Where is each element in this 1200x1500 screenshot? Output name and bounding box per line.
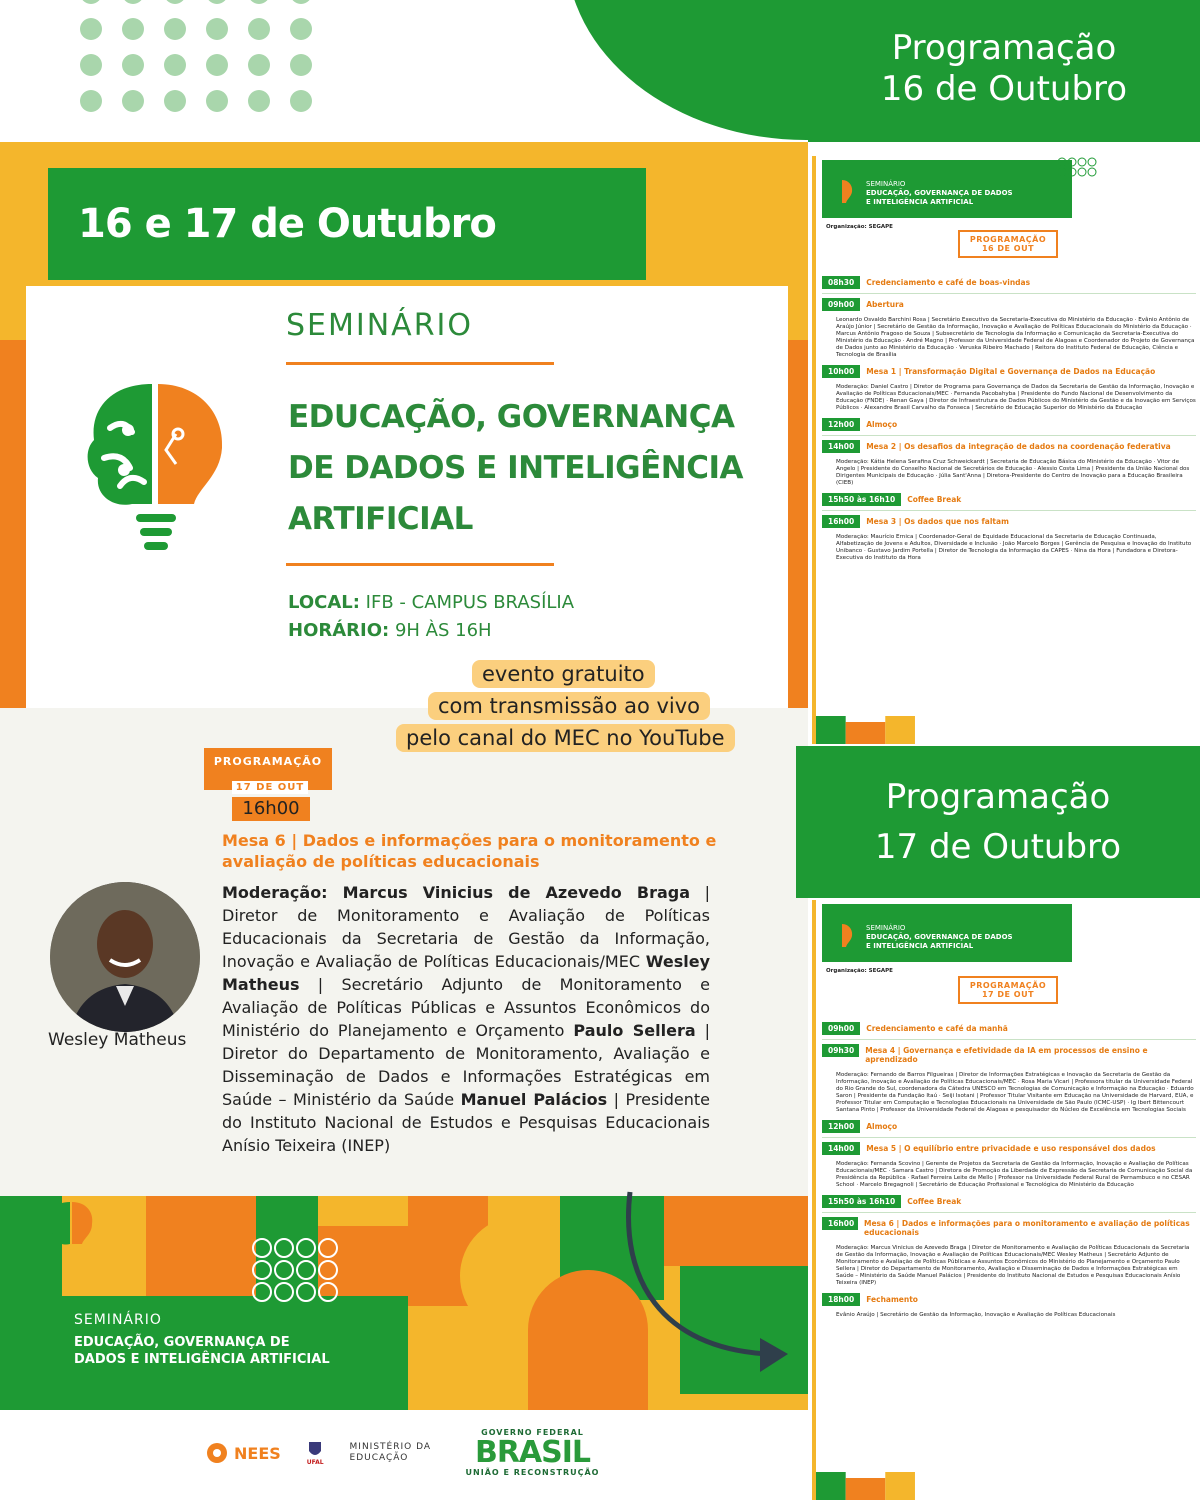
row-title: Almoço: [866, 1122, 898, 1131]
schedule-row: [822, 1293, 1196, 1306]
speaker-photo: [50, 882, 200, 1032]
schedule-list-day1: [822, 276, 1196, 568]
row-detail: Moderação: Fernando de Barros Filgueiras | Diretor de Informações Estratégicas e Inovação da Secretaria de Gestão da Informação, Inovação e Avaliação de Políticas Educacionais/MEC · Rosa Maria Vicari | Professora titular da Universidade Federal do Rio Grande do Sul, coordenadora da Cátedra UNESCO em Tecnologias de Comunicação e Informação na Educação · Eduardo Saron | Presidente da Fundação Itaú · Seiji Isotani | Professor Titular Visitante em Educação na Universidade de Harvard, EUA, e Professor Titular em Computação e Tecnologias Educacionais na Universidade de São Paulo (ICMC-USP) · Ig Ibert Bittencourt Santana Pinto | Professor da Universidade Federal de Alagoas e pesquisador do Núcleo de Excelência em Tecnologias Sociais: [836, 1072, 1194, 1113]
decorative-dots: [80, 0, 320, 112]
ufal-logo: [307, 1441, 324, 1466]
brasil-wordmark: BRASIL: [474, 1435, 591, 1470]
heading-line: 16 de Outubro: [880, 69, 1128, 109]
row-title: Credenciamento e café da manhã: [866, 1024, 1008, 1033]
row-title: Mesa 1 | Transformação Digital e Governança de Dados na Educação: [866, 367, 1156, 376]
row-time: 08h30: [822, 276, 860, 289]
doc-header: [822, 904, 1072, 962]
footer-seminar-label: SEMINÁRIO: [74, 1312, 162, 1328]
mec-logo: MINISTÉRIO DA EDUCAÇÃO: [349, 1442, 432, 1463]
row-detail: Moderação: Daniel Castro | Diretor de Programa para Governança de Dados da Secretaria de Gestão da Informação, Inovação e Avaliação de Políticas Educacionais/MEC · Fernanda Pacobahyba | Presidente do Fundo Nacional de Desenvolvimento da Educação (FNDE) · Renan Gaya | Diretor de Infraestrutura de Dados Públicos do Ministério da Gestão e da Inovação em Serviços Públicos · Alexandre Brasil Carvalho da Fonseca | Secretário de Educação Superior do Ministério da Educação: [836, 384, 1196, 411]
footer-seminar-title: EDUCAÇÃO, GOVERNANÇA DE DADOS E INTELIGÊNCIA ARTIFICIAL: [74, 1335, 330, 1367]
row-detail: Moderação: Kátia Helena Serafina Cruz Schweickardt | Secretaria de Educação Básica do Ministério da Educação · Vitor de Angelo | Presidente do Conselho Nacional de Secretários de Educação · Alessio Costa Lima | Presidente da União Nacional dos Dirigentes Municipais de Educação · Júlia Sant'Anna | Diretora-Presidente do Centro de Inovação para a Educação Brasileira (CIEB): [836, 459, 1190, 486]
date-banner: 16 e 17 de Outubro: [48, 168, 646, 280]
ufal-shield-icon: [308, 1441, 322, 1459]
row-title: Mesa 6 | Dados e informações para o monitoramento e avaliação de políticas educacionais: [864, 1219, 1190, 1237]
title-line-3: ARTIFICIAL: [288, 501, 473, 537]
schedule-row: [822, 515, 1196, 528]
schedule-row: [822, 1195, 1196, 1208]
partner-logos: [206, 1428, 599, 1478]
row-detail: Leonardo Osvaldo Barchini Rosa | Secretário Executivo da Secretaria-Executiva do Ministério da Educação · Evânio Antônio de Araújo Júnior | Secretário de Gestão da Informação, Inovação e Avaliação de Políticas Educacionais do Ministério da Educação · Marcus Antônio Fragoso de Souza | Subsecretário de Tecnologia da Informação e Comunicação da Secretaria-Executiva do Ministério da Educação · André Magno | Professor da Universidade Federal de Alagoas e Coordenador do Projeto de Governança de Dados junto ao Ministério da Educação · Veruska Ribeiro Machado | Reitora do Instituto Federal de Educação, Ciência e Tecnologia de Brasília: [836, 317, 1195, 358]
seminar-title: [288, 392, 778, 545]
row-time: 12h00: [822, 418, 860, 431]
row-detail: Moderação: Marcus Vinicius de Azevedo Braga | Diretor de Monitoramento e Avaliação de Políticas Educacionais da Secretaria de Gestão da Informação, Inovação e Avaliação de Políticas Educacionais/MEC Wesley Matheus | Secretário Adjunto de Monitoramento e Avaliação de Políticas Públicas e Assuntos Econômicos do Ministério do Planejamento e Orçamento Paulo Sellera | Diretor do Departamento de Monitoramento, Avaliação e Disseminação de Dados e Informações Estratégicas em Saúde – Ministério da Saúde Manuel Palácios | Presidente do Instituto Nacional de Estudos e Pesquisas Educacionais Anísio Teixeira (INEP): [836, 1245, 1190, 1286]
row-time: 16h00: [822, 1217, 858, 1230]
nees-logo: [206, 1442, 281, 1464]
doc-title: EDUCAÇÃO, GOVERNANÇA DE DADOS E INTELIGÊNCIA ARTIFICIAL: [866, 189, 1013, 206]
divider: [822, 1212, 1196, 1213]
divider: [822, 435, 1196, 436]
schedule-row: [822, 1142, 1196, 1155]
session-title: Mesa 6 | Dados e informações para o monitoramento e avaliação de políticas educacionais: [222, 831, 717, 871]
heading-line: Programação: [891, 28, 1117, 68]
location: [288, 592, 574, 613]
row-title: Fechamento: [866, 1295, 918, 1304]
row-detail: Moderação: Fernanda Scovino | Gerente de Projetos da Secretaria de Gestão da Informação, Inovação e Avaliação de Políticas Educacionais/MEC · Samara Castro | Diretora de Promoção da Liberdade de Expressão da Secretaria de Comunicação Social da Presidência da República · Rafael Ferreira Leite de Mello | Professor na Universidade Federal Rural de Pernambuco e no CESAR School · Marcelo Bregagnoli | Secretário de Educação Profissional e Tecnológica do Ministério da Educação: [836, 1161, 1193, 1188]
row-time: 14h00: [822, 1142, 860, 1155]
row-time: 09h00: [822, 298, 860, 311]
divider: [286, 362, 554, 365]
row-detail: Evânio Araújo | Secretário de Gestão da Informação, Inovação e Avaliação de Políticas Educacionais: [836, 1312, 1116, 1318]
hours-value: 9H ÀS 16H: [389, 620, 492, 641]
schedule-doc-day1: [812, 156, 1200, 744]
row-time: 15h50 às 16h10: [822, 493, 901, 506]
decorative-arc: [566, 0, 808, 140]
heading-line: 17 de Outubro: [874, 827, 1122, 867]
schedule-row: [822, 493, 1196, 506]
doc-dots-pattern: [1056, 156, 1116, 180]
divider: [822, 510, 1196, 511]
nees-mark-icon: [206, 1442, 228, 1464]
schedule-doc-day2: [812, 900, 1200, 1500]
divider: [822, 1137, 1196, 1138]
row-time: 09h00: [822, 1022, 860, 1035]
gov-bottom-text: UNIÃO E RECONSTRUÇÃO: [465, 1468, 600, 1477]
row-time: 09h30: [822, 1044, 859, 1057]
program-date: 17 DE OUT: [232, 781, 308, 794]
row-title: Abertura: [866, 300, 904, 309]
row-title: Credenciamento e café de boas-vindas: [866, 278, 1031, 287]
row-title: Mesa 5 | O equilíbrio entre privacidade e uso responsável dos dados: [866, 1144, 1156, 1153]
doc-program-badge: [958, 230, 1058, 258]
row-title: Mesa 3 | Os dados que nos faltam: [866, 517, 1009, 526]
speaker-role: | Diretor do Departamento de Monitoramento, Avaliação e Disseminação de Dados e Informações Estratégicas em Saúde – Ministério da Saúde: [222, 1021, 710, 1109]
speaker-role: | Secretário Adjunto de Monitoramento e Avaliação de Políticas Públicas e Assuntos Econômicos do Ministério do Planejamento e Orçamento: [222, 975, 710, 1040]
seminar-label: SEMINÁRIO: [286, 308, 473, 343]
speakers-bio: [222, 881, 710, 1157]
speaker-name: Manuel Palácios: [460, 1090, 608, 1109]
session-time: 16h00: [232, 797, 310, 821]
program-badge: PROGRAMAÇÃO: [204, 748, 332, 790]
free-event-note: evento gratuito: [472, 660, 655, 688]
row-time: 16h00: [822, 515, 860, 528]
doc-seminar-label: SEMINÁRIO: [866, 924, 906, 932]
schedule-row: [822, 440, 1196, 453]
doc-header: [822, 160, 1072, 218]
person-avatar-icon: [50, 882, 200, 1032]
speaker-role: | Diretor de Monitoramento e Avaliação de Políticas Educacionais da Secretaria de Gestão da Informação, Inovação e Avaliação de Políticas Educacionais/MEC: [222, 883, 710, 971]
schedule-row: [822, 1217, 1196, 1239]
divider: [822, 1039, 1196, 1040]
row-time: 10h00: [822, 365, 860, 378]
row-title: Coffee Break: [907, 495, 962, 504]
speaker-name-caption: Wesley Matheus: [48, 1030, 187, 1050]
row-time: 14h00: [822, 440, 860, 453]
schedule-heading-day2: [796, 746, 1200, 898]
schedule-row: [822, 1022, 1196, 1035]
doc-program-date: 17 DE OUT: [981, 990, 1035, 999]
row-title: Coffee Break: [907, 1197, 962, 1206]
hours-label: HORÁRIO:: [288, 620, 390, 641]
row-title: Mesa 4 | Governança e efetividade da IA em processos de ensino e aprendizado: [865, 1046, 1148, 1064]
row-time: 15h50 às 16h10: [822, 1195, 901, 1208]
doc-brain-icon: [828, 922, 854, 954]
brain-bulb-icon: [80, 378, 230, 558]
youtube-channel-note: pelo canal do MEC no YouTube: [396, 724, 735, 752]
title-line-1: EDUCAÇÃO, GOVERNANÇA: [288, 399, 735, 435]
divider: [822, 293, 1196, 294]
arrow-icon: [620, 1188, 800, 1380]
doc-program-label: PROGRAMAÇÃO: [969, 981, 1047, 990]
title-line-2: DE DADOS E INTELIGÊNCIA: [288, 450, 744, 486]
heading-line: Programação: [885, 777, 1111, 817]
row-time: 12h00: [822, 1120, 860, 1133]
row-title: Almoço: [866, 420, 898, 429]
row-title: Mesa 2 | Os desafios da integração de dados na coordenação federativa: [866, 442, 1171, 451]
doc-footer-pattern: [816, 1472, 1200, 1500]
schedule-row: [822, 1120, 1196, 1133]
doc-program-badge: [958, 976, 1058, 1004]
live-stream-note: com transmissão ao vivo: [428, 692, 710, 720]
schedule-row: [822, 276, 1196, 289]
speaker-name: Wesley Matheus: [222, 952, 710, 994]
doc-program-label: PROGRAMAÇÃO: [969, 235, 1047, 244]
doc-seminar-label: SEMINÁRIO: [866, 180, 906, 188]
schedule-row: [822, 418, 1196, 431]
location-value: IFB - CAMPUS BRASÍLIA: [359, 592, 575, 613]
schedule-row: [822, 298, 1196, 311]
gov-brasil-logo: [466, 1428, 600, 1478]
doc-brain-icon: [828, 178, 854, 210]
doc-footer-pattern: [816, 716, 1200, 744]
doc-organizer: Organização: SEGAPE: [826, 224, 893, 230]
speaker-name: Paulo Sellera: [573, 1021, 696, 1040]
row-detail: Moderação: Maurício Ernica | Coordenador-Geral de Equidade Educacional da Secretaria de Educação Continuada, Alfabetização de Jovens e Adultos, Diversidade e Inclusão · João Marcelo Borges | Gerência de Pesquisa e Inovação do Instituto Unibanco · Gustavo Jardim Portella | Diretor de Tecnologia da Informação da CAPES · Nina da Hora | Fundadora e Diretora-Executiva do Instituto da Hora: [836, 534, 1192, 561]
divider: [286, 563, 554, 566]
schedule-row: [822, 365, 1196, 378]
nees-text: NEES: [234, 1443, 281, 1463]
poster-top: [0, 0, 808, 142]
location-label: LOCAL:: [288, 592, 360, 613]
doc-program-date: 16 DE OUT: [981, 244, 1035, 253]
schedule-list-day2: [822, 1022, 1196, 1325]
speaker-role: | Presidente do Instituto Nacional de Estudos e Pesquisas Educacionais Anísio Teixeira (INEP): [222, 1090, 710, 1155]
schedule-row: [822, 1044, 1196, 1066]
speaker-name: Moderação: Marcus Vinicius de Azevedo Braga: [222, 883, 691, 902]
row-time: 18h00: [822, 1293, 860, 1306]
doc-organizer: Organização: SEGAPE: [826, 968, 893, 974]
gov-top-text: GOVERNO FEDERAL: [481, 1428, 584, 1437]
schedule-hours: [288, 620, 492, 641]
ufal-text: UFAL: [306, 1458, 324, 1466]
doc-title: EDUCAÇÃO, GOVERNANÇA DE DADOS E INTELIGÊNCIA ARTIFICIAL: [866, 933, 1013, 950]
schedule-heading-day1: [808, 0, 1200, 142]
